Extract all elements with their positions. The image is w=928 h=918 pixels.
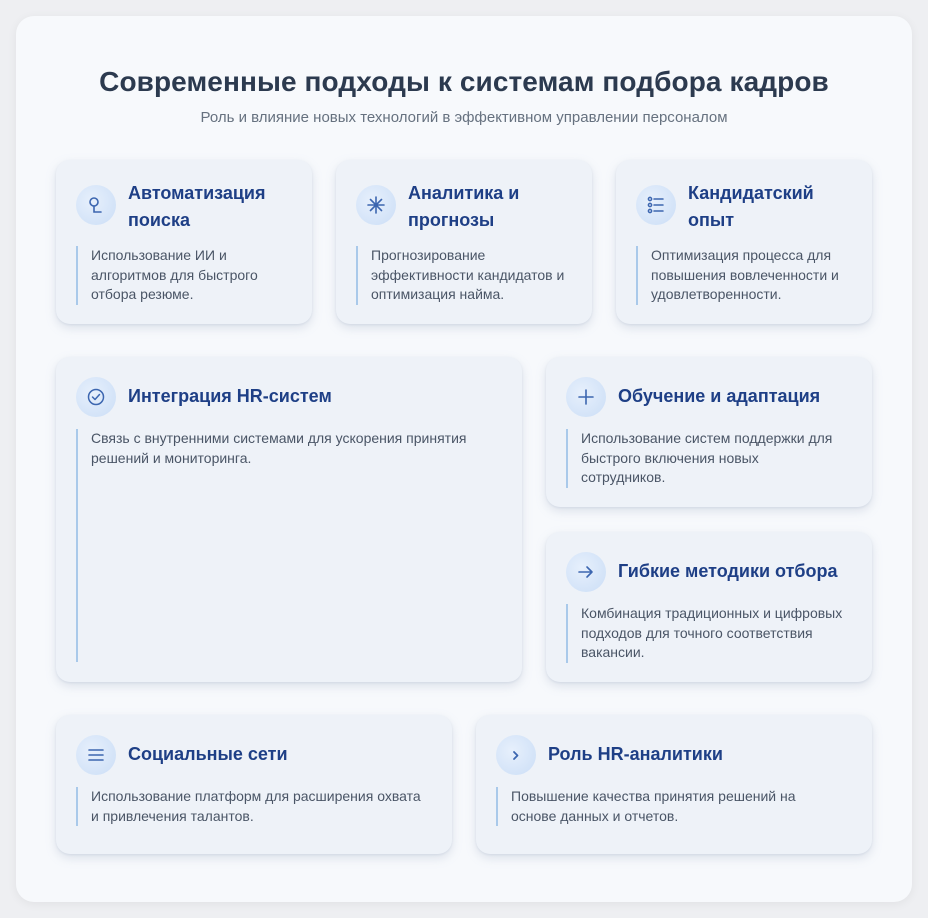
check-circle-icon [76, 377, 116, 417]
card-analytics-forecasts [336, 160, 592, 324]
card-title: Аналитика и прогнозы [408, 183, 520, 230]
card-description: Комбинация традиционных и цифровых подходов для точного соответствия вакансии. [566, 604, 856, 663]
card-title: Кандидатский опыт [688, 183, 814, 230]
page-subtitle: Роль и влияние новых технологий в эффективном управлении персоналом [200, 109, 728, 126]
chevron-right-icon [496, 735, 536, 775]
card-description: Использование ИИ и алгоритмов для быстрого отбора резюме. [76, 246, 296, 305]
search-icon [76, 185, 116, 225]
card-flexible-methods [546, 532, 872, 682]
card-hr-integration [56, 357, 522, 682]
card-title: Роль HR-аналитики [548, 744, 723, 764]
card-description: Повышение качества принятия решений на основе данных и отчетов. [496, 787, 856, 826]
card-automation-search [56, 160, 312, 324]
card-description: Использование систем поддержки для быстрого включения новых сотрудников. [566, 429, 856, 488]
page-title: Современные подходы к системам подбора кадров [99, 66, 829, 97]
card-hr-analytics-role [476, 715, 872, 854]
card-title: Гибкие методики отбора [618, 561, 838, 581]
card-description: Использование платформ для расширения охвата и привлечения талантов. [76, 787, 436, 826]
arrow-right-icon [566, 552, 606, 592]
card-candidate-experience [616, 160, 872, 324]
card-title: Интеграция HR-систем [128, 386, 332, 406]
card-social-networks [56, 715, 452, 854]
list-icon [636, 185, 676, 225]
card-description: Прогнозирование эффективности кандидатов и оптимизация найма. [356, 246, 576, 305]
plus-icon [566, 377, 606, 417]
card-title: Автоматизация поиска [128, 183, 266, 230]
card-title: Социальные сети [128, 744, 288, 764]
sparkle-icon [356, 185, 396, 225]
card-description: Связь с внутренними системами для ускорения принятия решений и мониторинга. [76, 429, 496, 662]
menu-icon [76, 735, 116, 775]
card-title: Обучение и адаптация [618, 386, 821, 406]
card-description: Оптимизация процесса для повышения вовлеченности и удовлетворенности. [636, 246, 856, 305]
card-training-adaptation [546, 357, 872, 507]
